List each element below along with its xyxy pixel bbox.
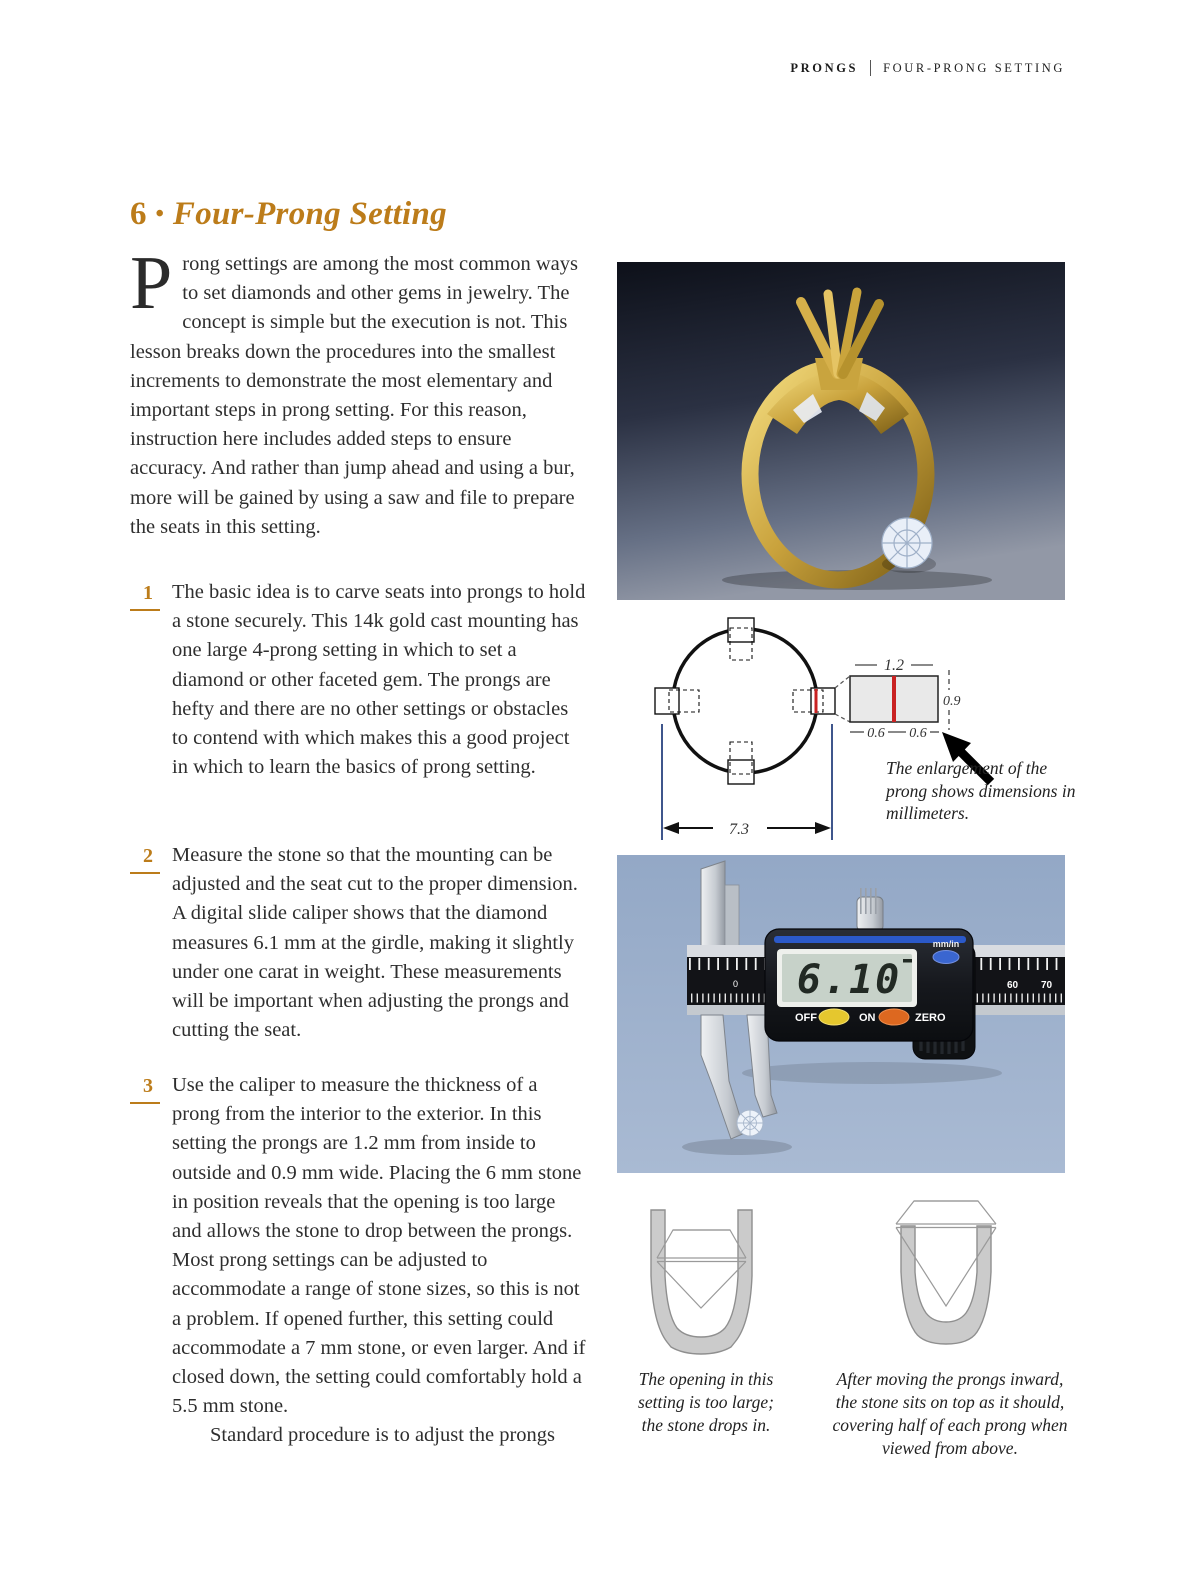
drop-cap: P	[130, 241, 173, 325]
prong-right	[793, 688, 835, 714]
step-1	[130, 578, 588, 782]
prong-top	[728, 618, 754, 660]
running-head-divider	[870, 60, 871, 76]
step-3-continuation: Standard procedure is to adjust the prongs	[210, 1424, 556, 1447]
vernier-zero: 0	[733, 979, 739, 989]
measured-diamond	[737, 1110, 763, 1136]
step-1-number: 1	[130, 579, 160, 611]
off-on-button	[819, 1009, 849, 1025]
step-3	[130, 1071, 588, 1451]
intro-text: rong settings are among the most common ways to set diamonds and other gems in jewelry. The concept is simple but the execution is not. This lesson breaks down the procedures into the smallest increments to demonstrate the most elementary and important steps in prong setting. For this reason, instruction here includes added steps to ensure accuracy. And rather than jump ahead and using a bur, more will be gained by using a saw and file to prepare the seats in this setting.	[130, 253, 578, 538]
half-label-left: 0.6	[867, 726, 885, 741]
step-3-number: 3	[130, 1072, 160, 1104]
off-label: OFF	[795, 1012, 817, 1024]
step-2-number: 2	[130, 842, 160, 874]
outer-width-label: 7.3	[729, 821, 749, 838]
intro-paragraph	[130, 241, 586, 542]
half-label-right: 0.6	[909, 726, 927, 741]
caption-stone-sits-on-top: After moving the prongs inward, the stone sits on top as it should, covering half of each prong when viewed from above.	[832, 1369, 1068, 1458]
thickness-label: 1.2	[884, 657, 904, 674]
chapter-title	[130, 196, 447, 233]
figure-stone-sits-on-top	[893, 1194, 1001, 1352]
scale-number-60: 60	[1007, 980, 1019, 991]
stone-profile	[657, 1230, 746, 1308]
step-2-text: Measure the stone so that the mounting can be adjusted and the seat cut to the proper dimension. A digital slide caliper shows that the diamond measures 6.1 mm at the girdle, making it slightly under one carat in weight. These measurements will be important when adjusting the prongs and cutting the seat.	[172, 844, 578, 1042]
prong-enlargement	[850, 657, 961, 741]
figure-stone-drops-in	[643, 1206, 763, 1361]
zero-button	[879, 1009, 909, 1025]
chapter-title-text: Four-Prong Setting	[172, 196, 447, 232]
caliper-photo	[617, 855, 1065, 1173]
zero-label: ZERO	[915, 1012, 946, 1024]
running-head-chapter: FOUR-PRONG SETTING	[883, 60, 1065, 75]
prong-left	[655, 688, 699, 714]
stone-outline	[673, 629, 817, 773]
scale-number-70: 70	[1041, 980, 1053, 991]
step-1-text: The basic idea is to carve seats into prongs to hold a stone securely. This 14k gold cast mounting has one large 4-prong setting in which to set a diamond or other faceted gem. The prongs are hefty and there are no other settings or obstacles to contend with which makes this a good project in which to learn the basics of prong setting.	[172, 581, 586, 779]
title-bullet: •	[155, 201, 164, 227]
running-head	[790, 60, 1065, 76]
ring-photo	[617, 262, 1065, 600]
unit-toggle-label: mm/in	[932, 939, 960, 949]
on-label: ON	[859, 1012, 876, 1024]
loose-diamond	[882, 518, 932, 568]
prong-bottom	[728, 742, 754, 784]
caliper-illustration	[617, 855, 1065, 1173]
caliper-body	[765, 929, 975, 1059]
stone-on-top-illustration	[893, 1194, 1001, 1352]
step-2	[130, 841, 588, 1045]
setting-wall	[651, 1210, 752, 1354]
ring-photo-illustration	[617, 262, 1065, 600]
setting-wall	[901, 1226, 991, 1344]
lcd-value: 6.10	[796, 957, 902, 1003]
chapter-number: 6	[130, 196, 147, 232]
running-head-section: PRONGS	[790, 60, 859, 75]
lcd-display	[777, 949, 917, 1007]
step-3-text: Use the caliper to measure the thickness of a prong from the interior to the exterior. In this setting the prongs are 1.2 mm from inside to outside and 0.9 mm wide. Placing the 6 mm stone in position reveals that the opening is too large and allows the stone to drop between the prongs. Most prong settings can be adjusted to accommodate a range of stone sizes, so this is not a problem. If opened further, this setting could accommodate a 7 mm stone, or even larger. And if closed down, the setting could comfortably hold a 5.5 mm stone.	[172, 1074, 586, 1418]
unit-toggle-button	[933, 951, 959, 964]
diagram-caption: The enlargement of the prong shows dimensions in millimeters.	[886, 758, 1076, 823]
caption-stone-drops-in: The opening in this setting is too large; the stone drops in.	[638, 1369, 774, 1435]
stone-drops-in-illustration	[643, 1206, 763, 1361]
height-label: 0.9	[943, 694, 961, 709]
